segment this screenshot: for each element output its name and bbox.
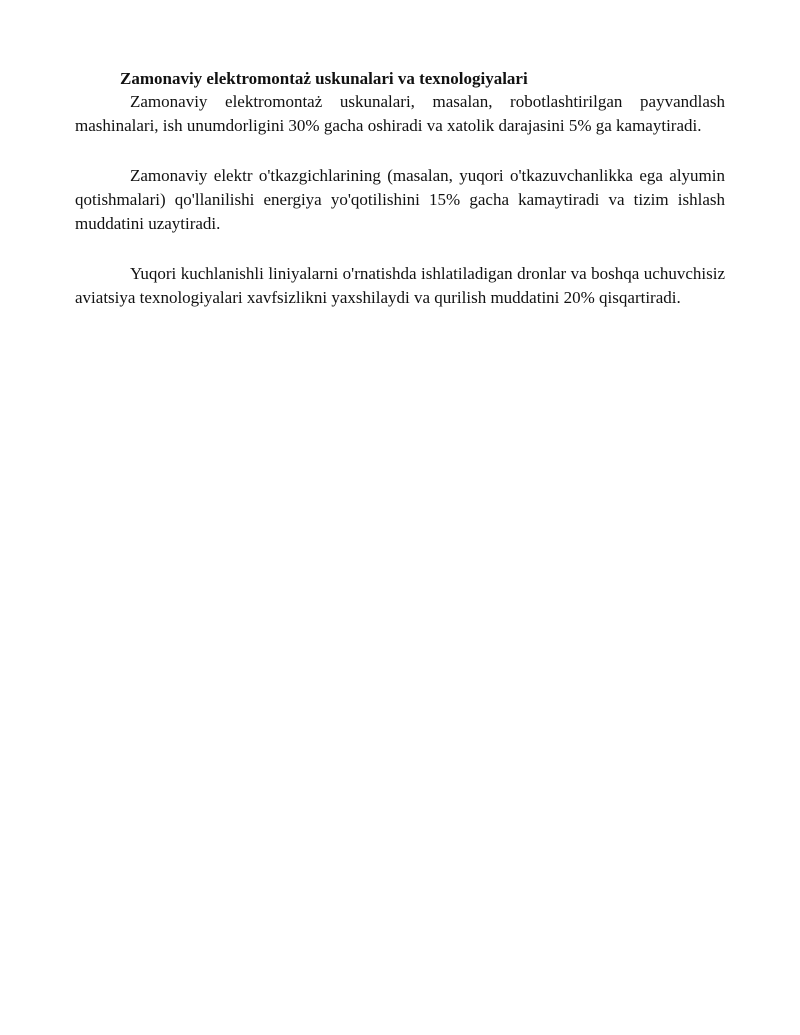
document-body	[75, 68, 725, 336]
paragraph-3: Yuqori kuchlanishli liniyalarni o'rnatishda ishlatiladigan dronlar va boshqa uchuvchisiz aviatsiya texnologiyalari xavfsizlikni yaxshilaydi va qurilish muddatini 20% qisqartiradi.	[75, 264, 725, 307]
paragraph-2: Zamonaviy elektr o'tkazgichlarining (masalan, yuqori o'tkazuvchanlikka ega alyumin qotishmalari) qo'llanilishi energiya yo'qotilishini 15% gacha kamaytiradi va tizim ishlash muddatini uzaytiradi.	[75, 166, 725, 233]
document-title: Zamonaviy elektromontaż uskunalari va texnologiyalari	[120, 69, 528, 88]
paragraph-1: Zamonaviy elektromontaż uskunalari, masalan, robotlashtirilgan payvandlash mashinalari, ish unumdorligini 30% gacha oshiradi va xatolik darajasini 5% ga kamaytiradi.	[75, 92, 725, 135]
